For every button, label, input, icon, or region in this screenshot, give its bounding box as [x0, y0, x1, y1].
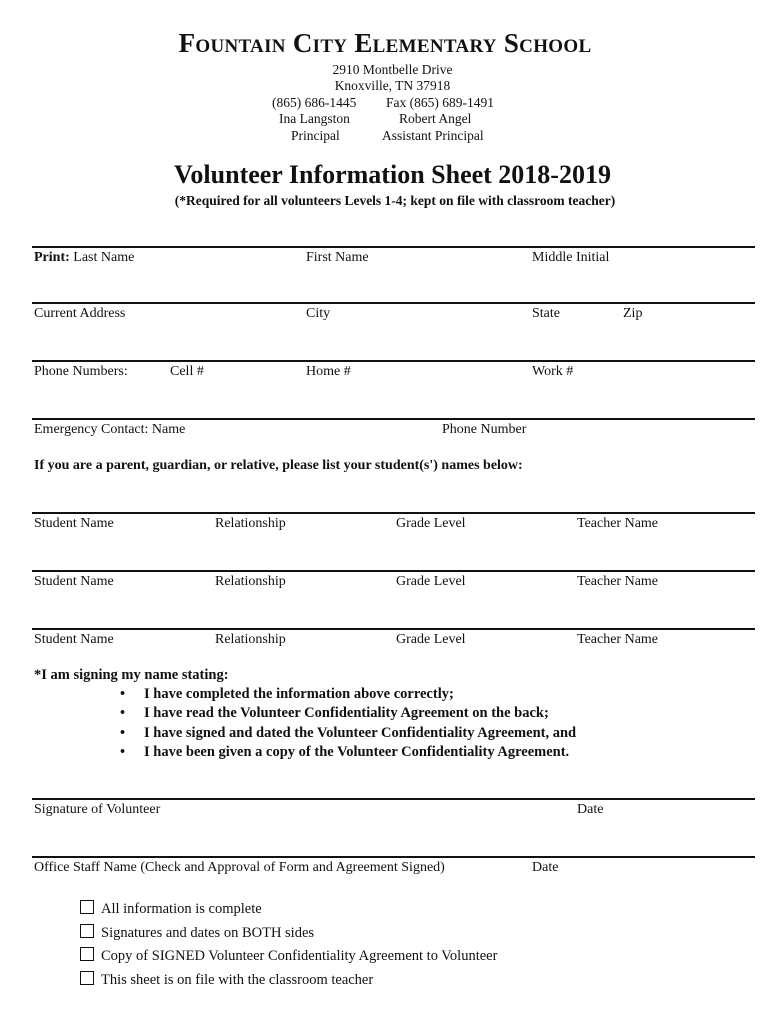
divider — [32, 302, 755, 304]
assistant-name: Robert Angel — [399, 111, 472, 126]
phone-numbers-label: Phone Numbers: — [34, 364, 128, 379]
divider — [32, 798, 755, 800]
agreement-item: • I have completed the information above correctly; — [120, 685, 576, 704]
student-name-label: Student Name — [34, 516, 114, 531]
volunteer-date-label: Date — [577, 802, 604, 817]
checkbox[interactable] — [80, 947, 94, 961]
volunteer-signature-label: Signature of Volunteer — [34, 802, 161, 817]
form-subtitle: (*Required for all volunteers Levels 1-4; kept on file with classroom teacher) — [174, 193, 616, 208]
student-name-label: Student Name — [34, 574, 114, 589]
current-address-label: Current Address — [34, 306, 126, 321]
principal-name: Ina Langston — [279, 111, 350, 126]
relationship-label: Relationship — [215, 516, 286, 531]
cell-label: Cell # — [170, 364, 204, 379]
checklist-label: Copy of SIGNED Volunteer Confidentiality Agreement to Volunteer — [101, 948, 498, 965]
checklist-item[interactable] — [80, 898, 497, 922]
divider — [32, 246, 755, 248]
divider — [32, 570, 755, 572]
checklist-label: Signatures and dates on BOTH sides — [101, 924, 315, 941]
name-row[interactable] — [34, 250, 134, 266]
checklist-item[interactable] — [80, 922, 497, 946]
form-title: Volunteer Information Sheet 2018-2019 — [174, 160, 611, 189]
principal-title: Principal — [291, 128, 340, 143]
student-name-label: Student Name — [34, 632, 114, 647]
city-label: City — [306, 306, 331, 321]
relationship-label: Relationship — [215, 574, 286, 589]
teacher-name-label: Teacher Name — [577, 632, 659, 647]
last-name-label: Last Name — [73, 250, 135, 265]
address-line1: 2910 Montbelle Drive — [332, 62, 453, 77]
address-line2: Knoxville, TN 37918 — [334, 78, 451, 93]
school-name: Fountain City Elementary School — [178, 28, 592, 58]
agreement-item: • I have been given a copy of the Volunteer Confidentiality Agreement. — [120, 743, 576, 762]
home-label: Home # — [306, 364, 351, 379]
checkbox[interactable] — [80, 900, 94, 914]
office-staff-label: Office Staff Name (Check and Approval of Form and Agreement Signed) — [34, 860, 445, 875]
agreement-intro: *I am signing my name stating: — [34, 667, 229, 683]
divider — [32, 512, 755, 514]
middle-initial-label: Middle Initial — [532, 250, 610, 265]
print-label: Print: — [34, 250, 70, 265]
teacher-name-label: Teacher Name — [577, 574, 659, 589]
grade-level-label: Grade Level — [396, 516, 466, 531]
emergency-phone-label: Phone Number — [442, 422, 527, 437]
agreement-list — [120, 685, 576, 762]
divider — [32, 360, 755, 362]
teacher-name-label: Teacher Name — [577, 516, 659, 531]
work-label: Work # — [532, 364, 574, 379]
checkbox[interactable] — [80, 924, 94, 938]
agreement-item: • I have signed and dated the Volunteer Confidentiality Agreement, and — [120, 724, 576, 743]
grade-level-label: Grade Level — [396, 574, 466, 589]
zip-label: Zip — [623, 306, 643, 321]
relationship-label: Relationship — [215, 632, 286, 647]
grade-level-label: Grade Level — [396, 632, 466, 647]
divider — [32, 628, 755, 630]
divider — [32, 418, 755, 420]
assistant-title: Assistant Principal — [382, 128, 484, 143]
office-date-label: Date — [532, 860, 559, 875]
checkbox[interactable] — [80, 971, 94, 985]
fax: Fax (865) 689-1491 — [386, 95, 494, 110]
checklist-item[interactable] — [80, 945, 497, 969]
state-label: State — [532, 306, 560, 321]
first-name-label: First Name — [306, 250, 369, 265]
phone: (865) 686-1445 — [272, 95, 357, 110]
office-checklist — [80, 898, 497, 993]
checklist-label: All information is complete — [101, 901, 262, 917]
divider — [32, 856, 755, 858]
students-instruction: If you are a parent, guardian, or relative, please list your student(s') names below: — [34, 458, 523, 473]
agreement-item: • I have read the Volunteer Confidentiality Agreement on the back; — [120, 704, 576, 723]
checklist-label: This sheet is on file with the classroom teacher — [101, 972, 374, 989]
checklist-item[interactable] — [80, 969, 497, 993]
emergency-contact-label: Emergency Contact: Name — [34, 422, 186, 437]
